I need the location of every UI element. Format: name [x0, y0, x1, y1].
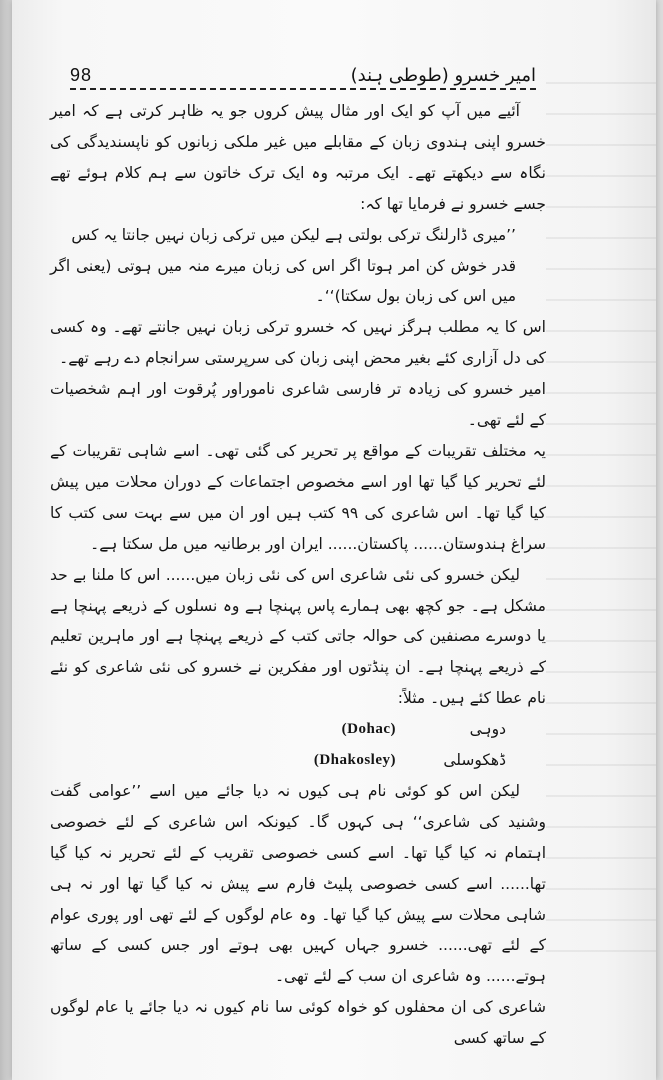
- paragraph-8: شاعری کی ان محفلوں کو خواہ کوئی سا نام کیوں نہ دیا جائے یا عام لوگوں کے ساتھ کسی: [50, 998, 546, 1048]
- book-page: [12, 0, 656, 1080]
- paragraph-1: آئیے میں آپ کو ایک اور مثال پیش کروں جو یہ ظاہر کرتی ہے کہ امیر خسرو اپنی ہندوی زبان کے مقابلے میں غیر ملکی زبانوں کو ناپسندیدگی کی نگاہ سے دیکھتے تھے۔ ایک مرتبہ وہ ایک ترک خاتون سے ہم کلام ہوئے تھے جسے خسرو نے فرمایا تھا کہ:: [50, 102, 546, 213]
- quote-line: ’’میری ڈارلنگ ترکی بولتی ہے لیکن میں ترکی زبان نہیں جانتا یہ کس: [71, 225, 516, 244]
- paragraph-5: یہ مختلف تقریبات کے مواقع پر تحریر کی گئی تھی۔ اسے شاہی تقریبات کے لئے تحریر کیا گیا تھا اور اسے مخصوص اجتماعات کے دوران محلات میں پیش کیا گیا تھا۔ اس شاعری کی ۹۹ کتب ہیں اور ان میں سے بہت سی کتب کا سراغ ہندوستان...... پاکستان...... ایران اور برطانیہ میں مل سکتا ہے۔: [50, 441, 546, 553]
- running-head: امیر خسرو (طوطی ہند): [350, 64, 536, 86]
- page-header: [70, 60, 536, 90]
- page-number: 98: [70, 64, 93, 85]
- paragraph-4: امیر خسرو کی زیادہ تر فارسی شاعری ناموراور پُرقوت اور اہم شخصیات کے لئے تھی۔: [50, 380, 546, 430]
- paragraph-3: اس کا یہ مطلب ہرگز نہیں کہ خسرو ترکی زبان نہیں جانتے تھے۔ وہ کسی کی دل آزاری کئے بغیر محض اپنی زبان کی سرپرستی سرانجام دے رہے تھے۔: [50, 318, 546, 368]
- paragraph-6: لیکن خسرو کی نئی شاعری اس کی نئی زبان میں...... اس کا ملنا بے حد مشکل ہے۔ جو کچھ بھی ہمارے پاس پہنچا ہے وہ نسلوں کے ذریعے پہنچا ہے یا دوسرے مصنفین کی حوالہ جاتی کتب کے ذریعے پہنچا ہے اور ماہرین تعلیم کے ذریعے پہنچا ہے۔ ان پنڈتوں اور مفکرین نے خسرو کی نئی شاعری کو نئے نام عطا کئے ہیں۔ مثلاً:: [50, 565, 546, 708]
- example-urdu: ڈھکوسلی: [443, 751, 506, 770]
- example-english: (Dohac): [341, 721, 396, 738]
- example-item: [50, 745, 546, 776]
- bleed-through-shadow: [546, 60, 656, 960]
- header-rule: [70, 88, 536, 90]
- example-english: (Dhakosley): [313, 752, 396, 769]
- example-item: [50, 714, 546, 745]
- page-body: [50, 96, 546, 1046]
- paragraph-7: لیکن اس کو کوئی نام ہی کیوں نہ دیا جائے میں اسے ’’عوامی گفت وشنید کی شاعری‘‘ ہی کہوں گا۔ کیونکہ اس شاعری کے لئے خصوصی اہتمام نہ کیا گیا تھا۔ اسے کسی خصوصی تقریب کے لئے تحریر نہ کیا گیا تھا...... اسے کسی خصوصی پلیٹ فارم سے پیش نہ کیا گیا تھا اور نہ ہی شاہی محلات سے پیش کیا گیا تھا۔ وہ عام لوگوں کے لئے تھی اور پوری عوام کے لئے تھی...... خسرو جہاں کہیں بھی ہوتے اور جس کسی کے ساتھ ہوتے...... وہ شاعری ان سب کے لئے تھی۔: [50, 781, 546, 986]
- page-gutter-shadow: [0, 0, 12, 1080]
- quote-continuation: قدر خوش کن امر ہوتا اگر اس کی زبان میرے منہ میں ہوتی (یعنی اگر میں اس کی زبان بول سکتا)‘‘۔: [50, 256, 516, 306]
- example-urdu: دوہی: [469, 720, 506, 739]
